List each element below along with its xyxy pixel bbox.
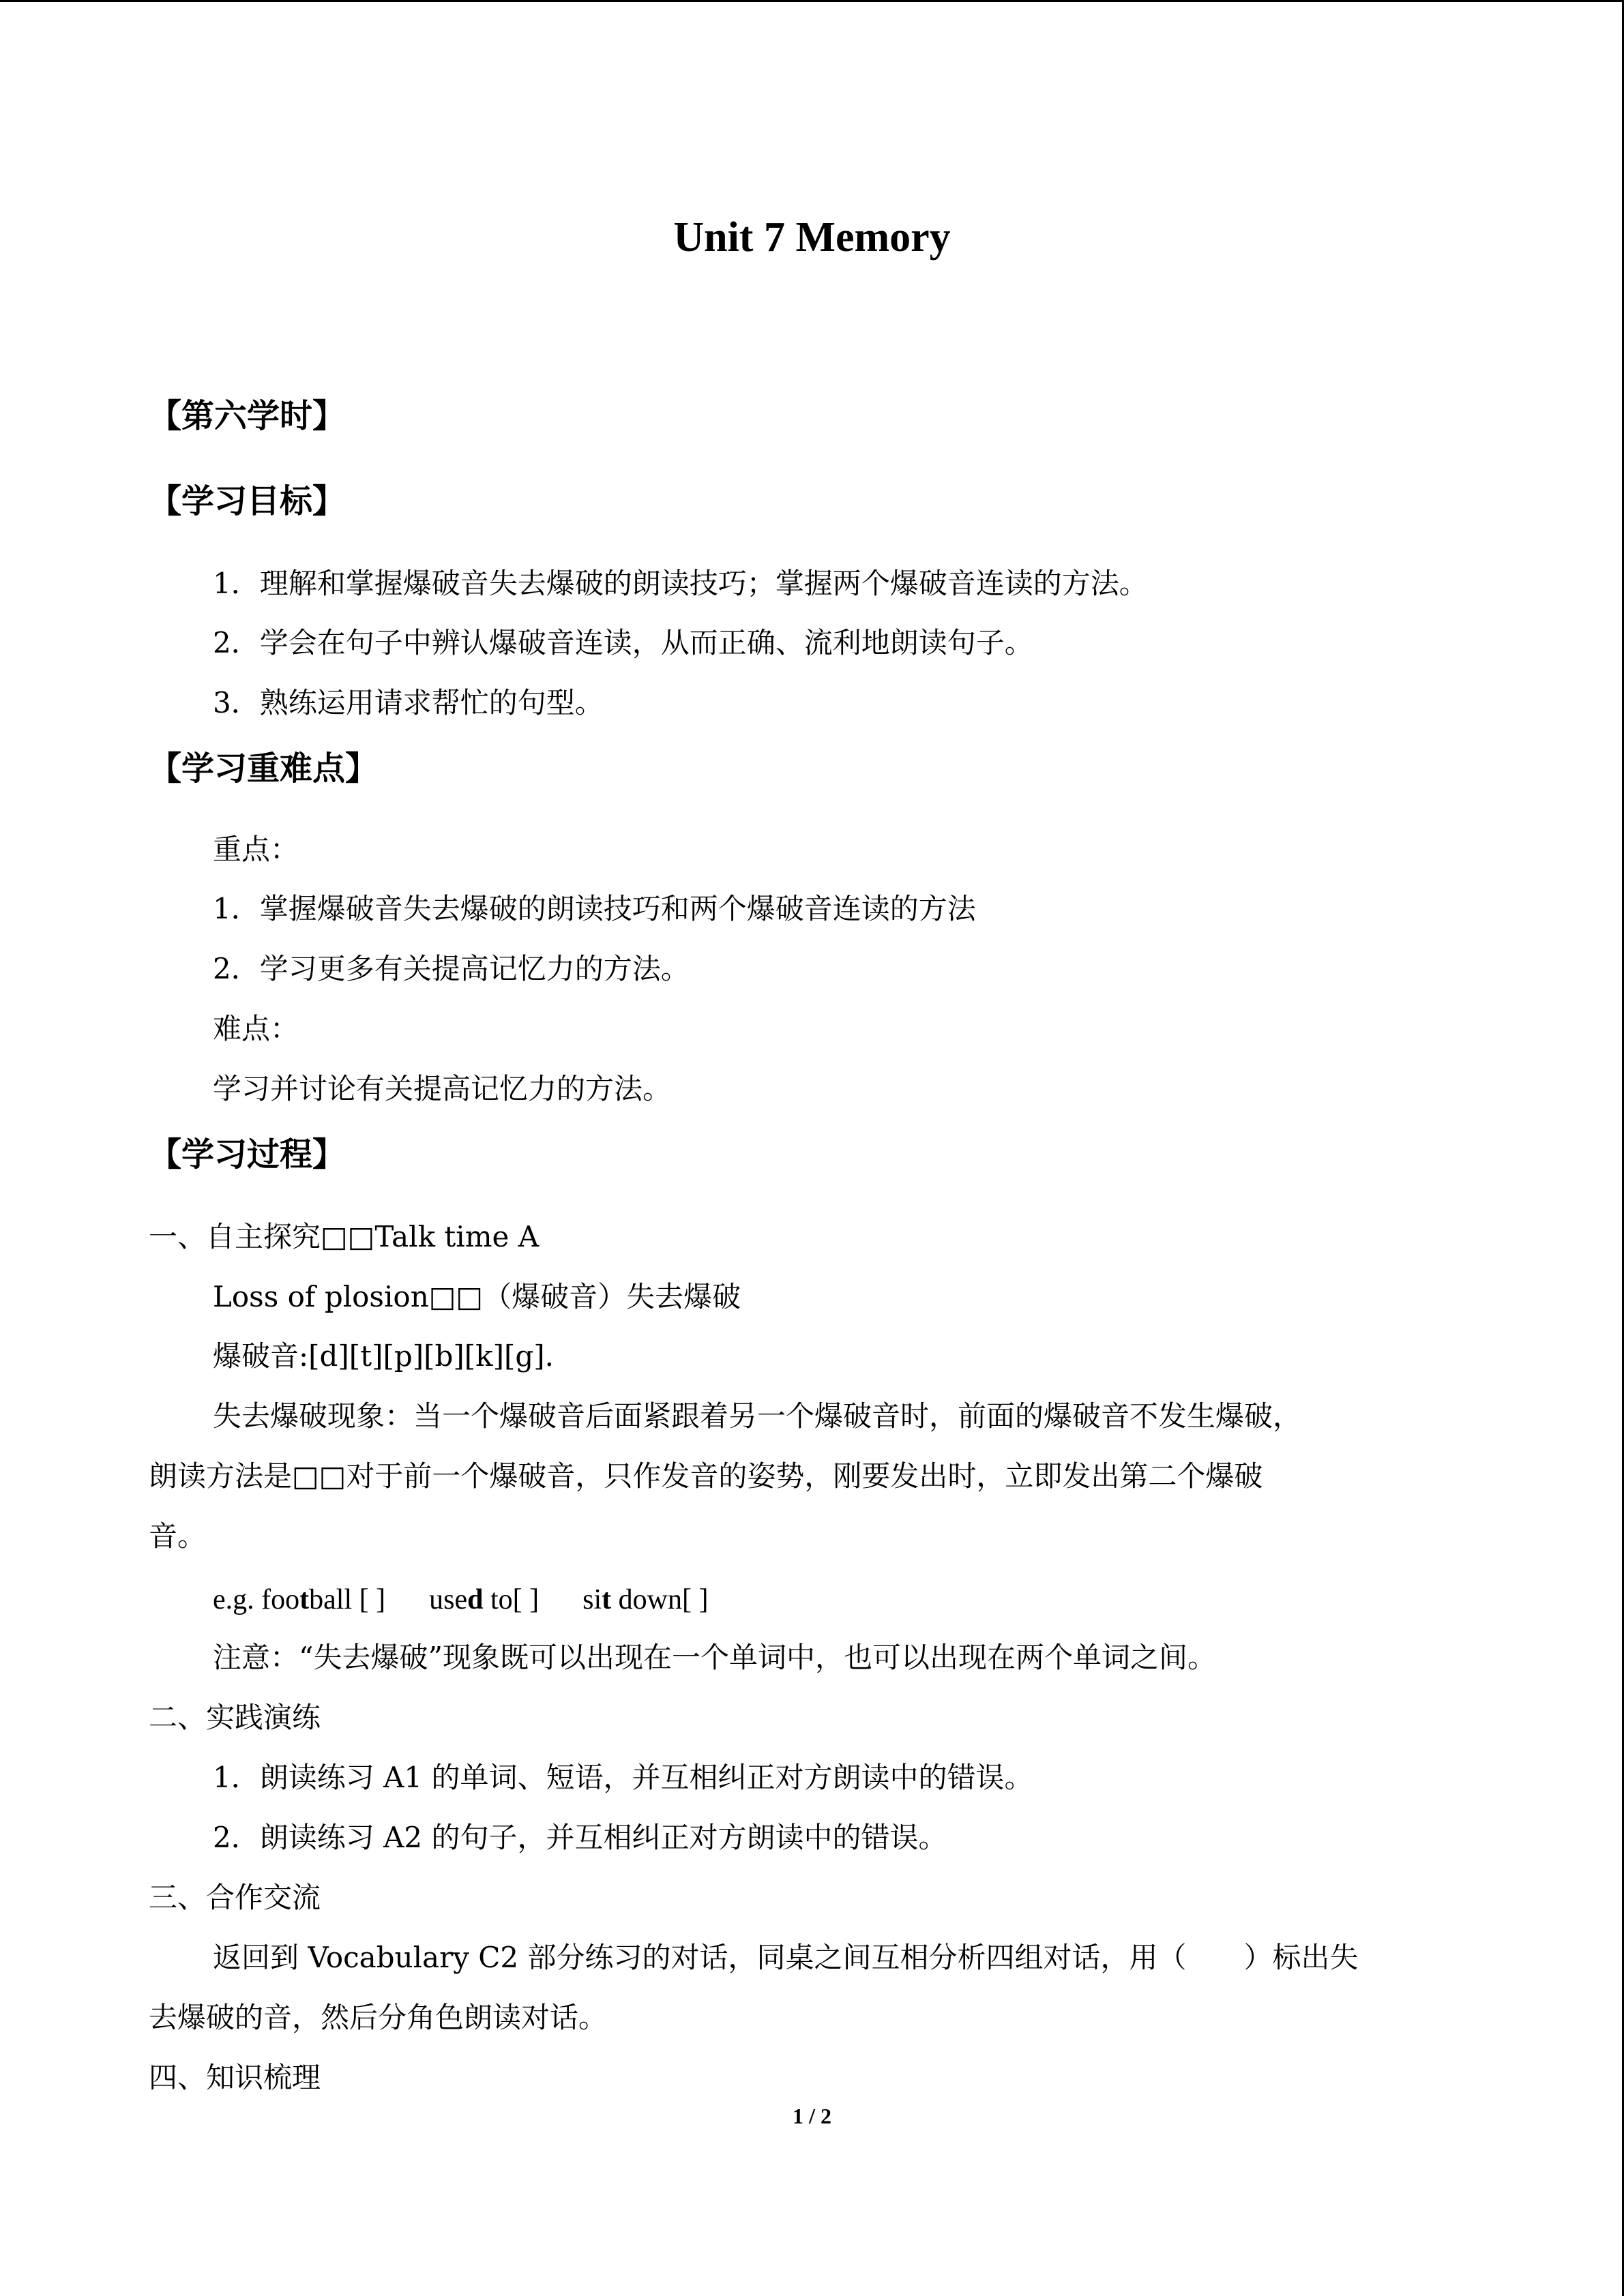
example-line (213, 1581, 708, 1619)
part2-title: 二、实践演练 (149, 1701, 321, 1734)
part1-paragraph-line-3: 音。 (149, 1519, 207, 1553)
objective-item-2: 2．学会在句子中辨认爆破音连读，从而正确、流利地朗读句子。 (213, 626, 1033, 659)
part3-title: 三、合作交流 (149, 1881, 321, 1914)
part1-paragraph-line-2: 朗读方法是□□对于前一个爆破音，只作发音的姿势，刚要发出时，立即发出第二个爆破 (149, 1459, 1263, 1493)
part4-title: 四、知识梳理 (149, 2061, 321, 2094)
part1-paragraph-line-1: 失去爆破现象：当一个爆破音后面紧跟着另一个爆破音时，前面的爆破音不发生爆破， (213, 1399, 1302, 1433)
key-label: 重点： (213, 833, 299, 866)
example-word1-bold: t (299, 1584, 310, 1615)
page-number: 1 / 2 (793, 2104, 831, 2128)
example-prefix: e.g. foo (213, 1584, 300, 1615)
key-item-2: 2．学习更多有关提高记忆力的方法。 (213, 952, 690, 985)
example-word2-pre: use (429, 1584, 468, 1615)
part2-item-2: 2．朗读练习 A2 的句子，并互相纠正对方朗读中的错误。 (213, 1821, 947, 1854)
example-word2-bold: d (467, 1584, 484, 1615)
part1-title: 一、自主探究□□Talk time A (149, 1220, 540, 1253)
example-word1-rest: ball [ ] (309, 1584, 386, 1615)
lesson-heading: 【第六学时】 (149, 397, 346, 435)
example-word2-rest: to[ ] (483, 1584, 540, 1615)
objective-item-1: 1．理解和掌握爆破音失去爆破的朗读技巧；掌握两个爆破音连读的方法。 (213, 567, 1148, 600)
part2-item-1: 1．朗读练习 A1 的单词、短语，并互相纠正对方朗读中的错误。 (213, 1761, 1033, 1794)
part1-line-plosion: Loss of plosion□□（爆破音）失去爆破 (213, 1280, 741, 1313)
key-item-1: 1．掌握爆破音失去爆破的朗读技巧和两个爆破音连读的方法 (213, 892, 976, 925)
part3-paragraph-line-1: 返回到 Vocabulary C2 部分练习的对话，同桌之间互相分析四组对话，用（ ）标出失 (213, 1941, 1359, 1974)
part3-paragraph-line-2: 去爆破的音，然后分角色朗读对话。 (149, 2001, 608, 2034)
process-heading: 【学习过程】 (149, 1135, 346, 1174)
example-word3-bold: t (602, 1584, 612, 1615)
example-word3-pre: si (582, 1584, 602, 1615)
objectives-heading: 【学习目标】 (149, 482, 346, 520)
document-title: Unit 7 Memory (673, 214, 951, 260)
part1-line-plosives: 爆破音:[d][t][p][b][k][g]. (213, 1339, 555, 1373)
objective-item-3: 3．熟练运用请求帮忙的句型。 (213, 686, 604, 719)
difficulty-label: 难点： (213, 1012, 299, 1045)
note-line: 注意：“失去爆破”现象既可以出现在一个单词中，也可以出现在两个单词之间。 (213, 1641, 1216, 1674)
keypoints-heading: 【学习重难点】 (149, 749, 379, 788)
difficulty-text: 学习并讨论有关提高记忆力的方法。 (213, 1072, 672, 1105)
example-word3-rest: down[ ] (611, 1584, 709, 1615)
